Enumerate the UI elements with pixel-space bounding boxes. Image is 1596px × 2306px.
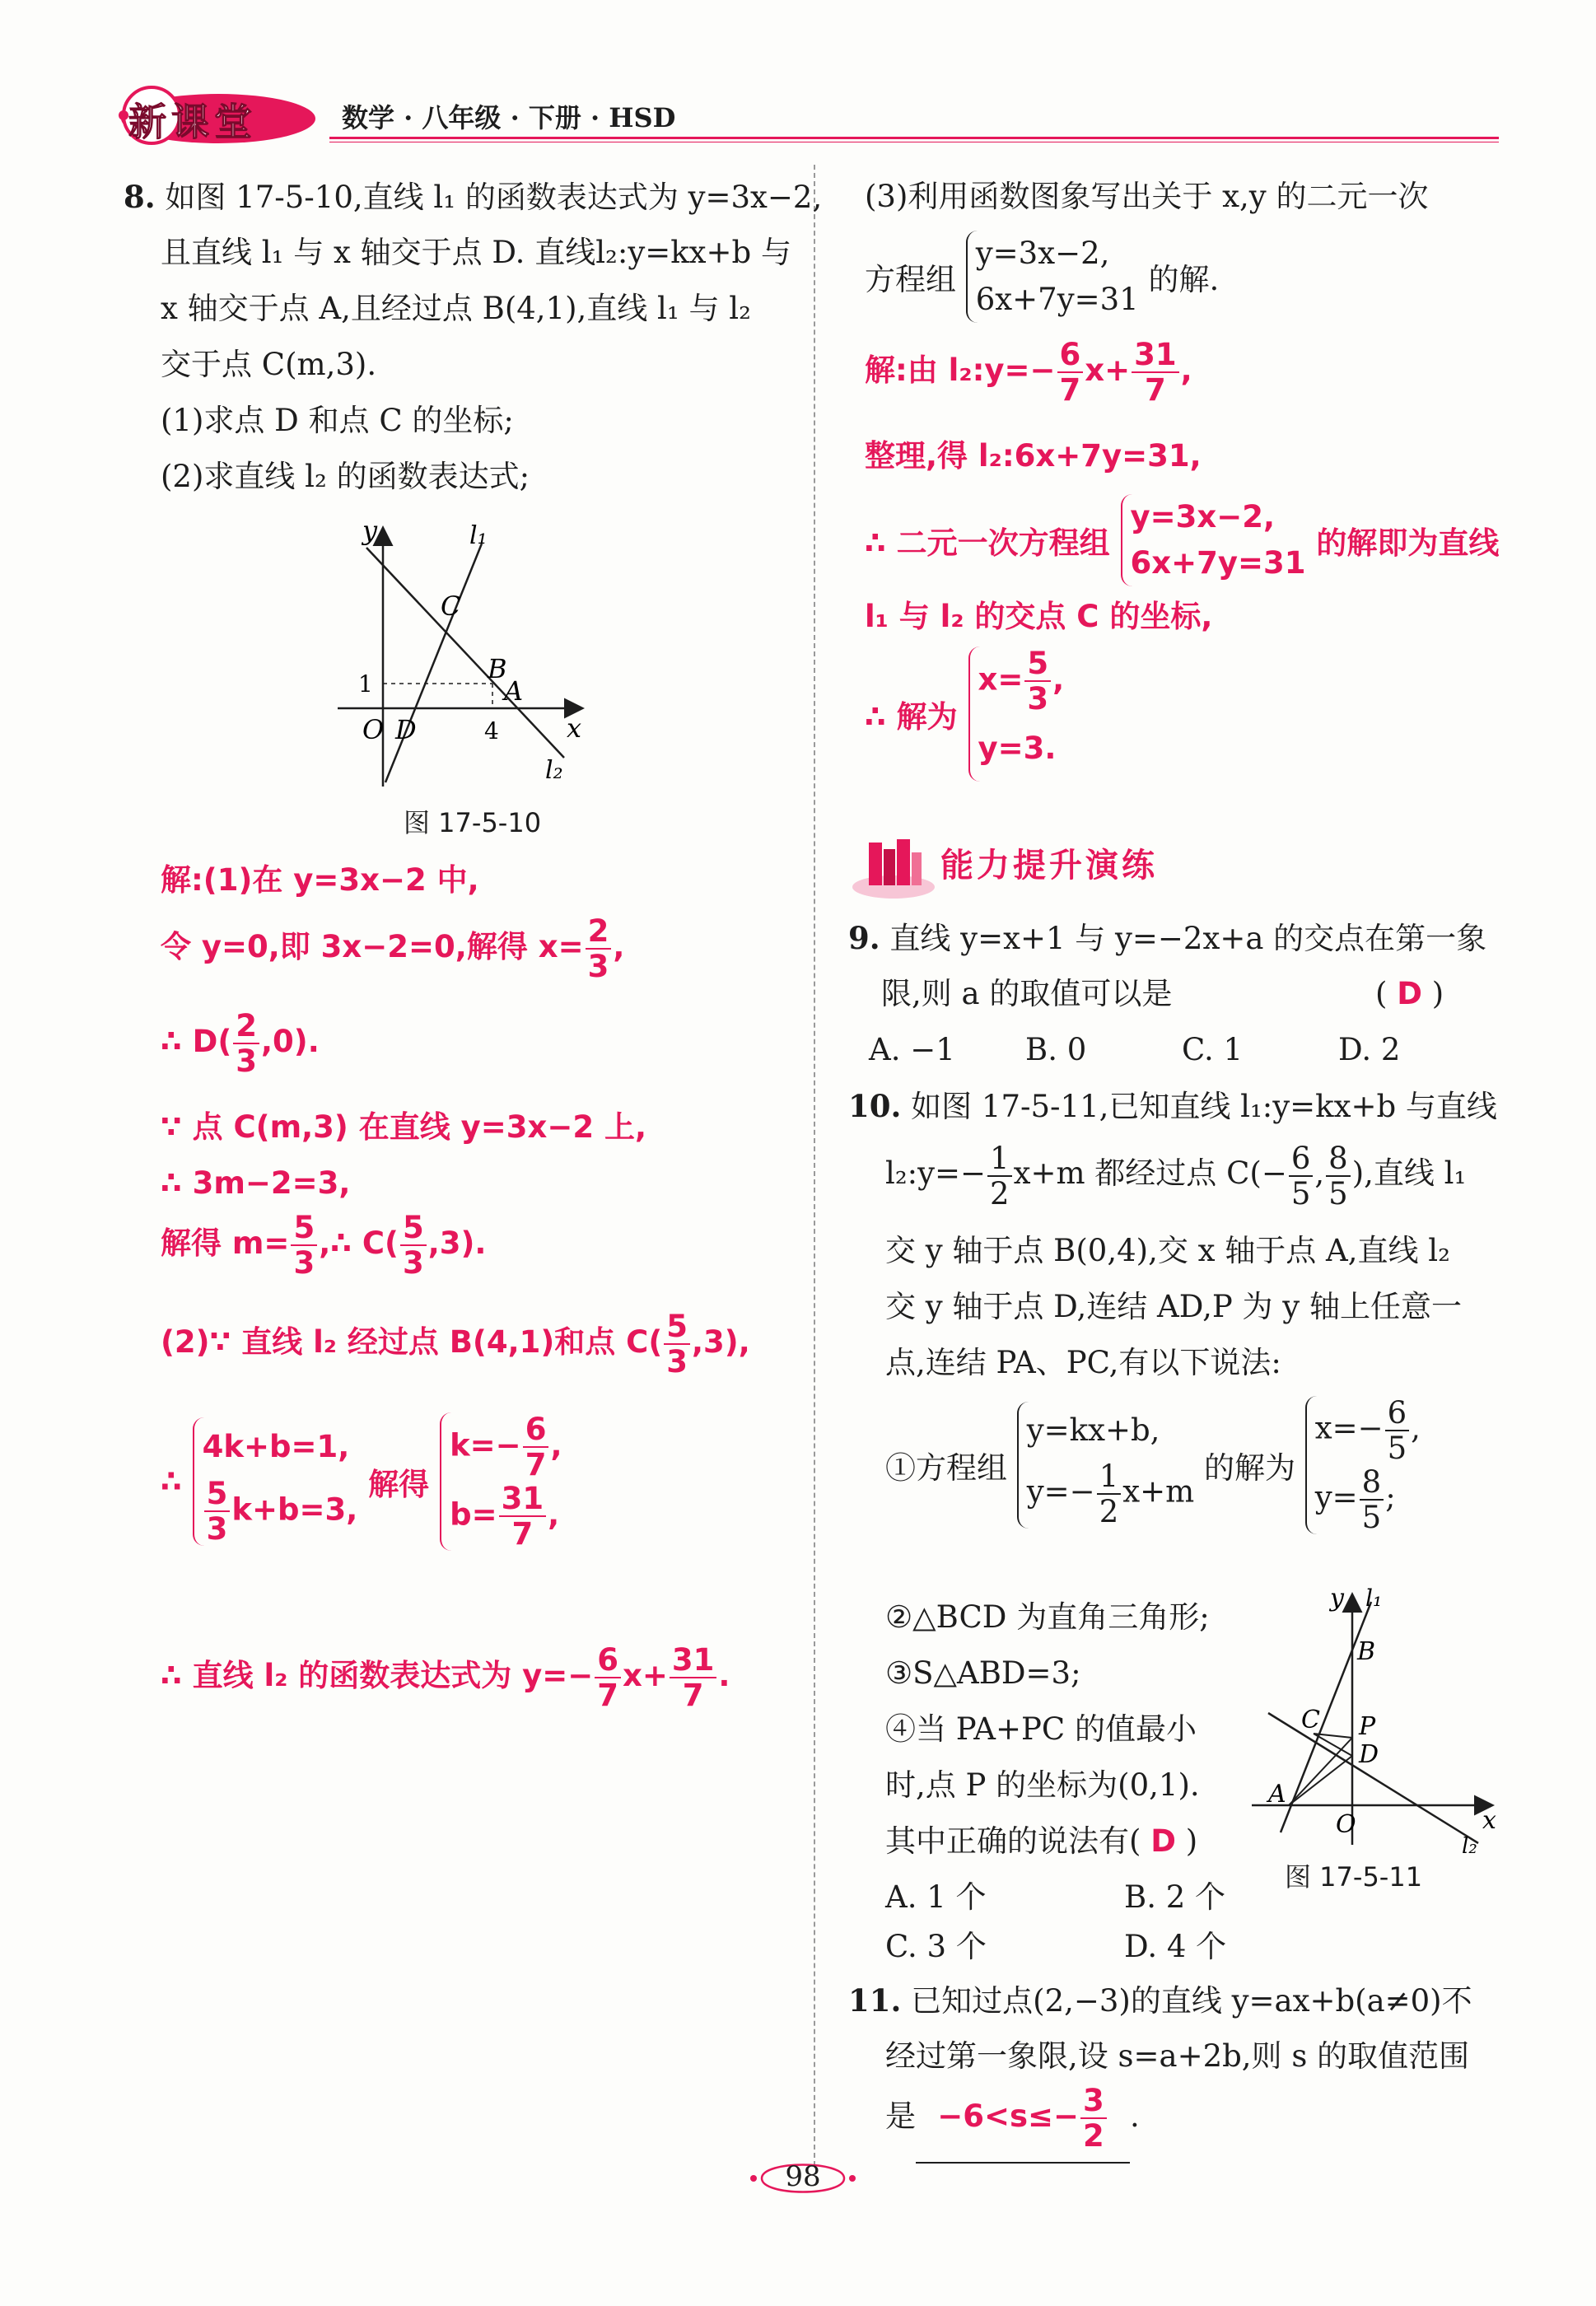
section-badge — [848, 828, 1194, 902]
q9-option-c: C. 1 — [1182, 1032, 1244, 1067]
q11-answer-blank: −6<s≤− $\frac{3}{2}$ — [916, 2071, 1130, 2164]
fig2-caption: 图 17-5-11 — [1285, 1861, 1423, 1893]
fig1-l2-label: l₂ — [545, 756, 563, 785]
q9-option-a: A. −1 — [869, 1032, 955, 1067]
fig1-tick-4: 4 — [484, 717, 499, 745]
q10-line1: 10. 如图 17-5-11,已知直线 l₁:y=kx+b 与直线 — [848, 1088, 1497, 1124]
sol3-line2: 整理,得 l₂:6x+7y=31, — [865, 438, 1202, 474]
fig1-tick-1: 1 — [358, 670, 373, 698]
sol1-line5: ∴ 3m−2=3, — [161, 1165, 351, 1201]
q10-line5: 点,连结 PA、PC,有以下说法: — [885, 1345, 1281, 1380]
q9-option-b: B. 0 — [1025, 1032, 1087, 1067]
q9-option-d: D. 2 — [1338, 1032, 1401, 1067]
fig2-l1-label: l₁ — [1365, 1585, 1383, 1612]
fig1-l1-label: l₁ — [469, 521, 488, 550]
fig2-line-l1 — [1281, 1602, 1371, 1832]
line-l1 — [385, 544, 482, 782]
q10-option-a: A. 1 个 — [885, 1879, 987, 1915]
sol2-system: ∴ 4k+b=1, $\frac{5}{3}$ k+b=3, 解得 k=− $\frac{6}{7}$ , b= $\frac{31}{7}$ , — [161, 1412, 562, 1552]
column-divider — [814, 165, 815, 2166]
fig2-l2-label: l₂ — [1462, 1834, 1477, 1859]
fig2-o-label: O — [1336, 1810, 1356, 1839]
fig2-segment-ap — [1289, 1738, 1352, 1805]
sol3-line1: 解:由 l₂:y=− $\frac{6}{7}$ x+ $\frac{31}{7}$ , — [865, 336, 1192, 408]
fig1-y-label: y — [362, 515, 378, 546]
sol1-line4: ∵ 点 C(m,3) 在直线 y=3x−2 上, — [161, 1109, 647, 1145]
sol1-line1: 解:(1)在 y=3x−2 中, — [161, 862, 479, 898]
q11-line2: 经过第一象限,设 s=a+2b,则 s 的取值范围 — [885, 2038, 1470, 2074]
books-icon — [848, 828, 939, 902]
sol3-line5: ∴ 解为 x= $\frac{5}{3}$ , y=3. — [865, 647, 1064, 782]
fig2-b-label: B — [1357, 1637, 1376, 1666]
fig2-d-label: D — [1359, 1740, 1379, 1769]
q10-statement1: ①方程组 y=kx+b, y=− $\frac{1}{2}$ x+m 的解为 x=− $\frac{6}{5}$ , y= $\frac{8}{5}$ ; — [885, 1395, 1421, 1535]
header-rule — [329, 137, 1499, 139]
q8-line3: x 轴交于点 A,且经过点 B(4,1),直线 l₁ 与 l₂ — [161, 291, 751, 326]
q8-part3-line1: (3)利用函数图象写出关于 x,y 的二元一次 — [865, 179, 1429, 214]
sol1-line6: 解得 m= $\frac{5}{3}$ ,∴ C( $\frac{5}{3}$ ,3). — [161, 1209, 487, 1281]
figure-17-5-10 — [329, 515, 593, 795]
fig2-segment-ad — [1289, 1756, 1352, 1805]
fig2-a-label: A — [1268, 1780, 1286, 1809]
sol1-line2: 令 y=0,即 3x−2=0,解得 x= $\frac{2}{3}$ , — [161, 913, 625, 984]
q10-option-d: D. 4 个 — [1124, 1929, 1227, 1964]
fig2-y-label: y — [1330, 1584, 1344, 1613]
q10-line4: 交 y 轴于点 D,连结 AD,P 为 y 轴上任意一 — [885, 1289, 1462, 1324]
q8-part3-line2: 方程组 y=3x−2, 6x+7y=31 的解. — [865, 231, 1219, 323]
sol1-line3: ∴ D( $\frac{2}{3}$ ,0). — [161, 1007, 320, 1079]
q10-statement4-line1: ④当 PA+PC 的值最小 — [885, 1711, 1197, 1747]
fig1-d-label: D — [395, 714, 417, 745]
q8-part1: (1)求点 D 和点 C 的坐标; — [161, 403, 514, 438]
sol3-line4: l₁ 与 l₂ 的交点 C 的坐标, — [865, 599, 1213, 634]
q10-line3: 交 y 轴于点 B(0,4),交 x 轴于点 A,直线 l₂ — [885, 1233, 1450, 1268]
q8-line1: 8. 如图 17-5-10,直线 l₁ 的函数表达式为 y=3x−2, — [124, 179, 823, 215]
sol3-line3: ∴ 二元一次方程组 y=3x−2, 6x+7y=31 的解即为直线 — [865, 494, 1499, 586]
q10-statement3: ③S△ABD=3; — [885, 1655, 1081, 1691]
q10-option-c: C. 3 个 — [885, 1929, 987, 1964]
fig1-o-label: O — [362, 714, 385, 745]
fig1-x-label: x — [567, 712, 582, 744]
header-title: 数学 · 八年级 · 下册 · HSD — [342, 102, 676, 133]
q10-line2: l₂:y=− $\frac{1}{2}$ x+m 都经过点 C(− $\frac{6}{5}$ , $\frac{8}{5}$ ),直线 l₁ — [885, 1140, 1467, 1211]
fig2-x-label: x — [1482, 1806, 1496, 1835]
fig1-a-label: A — [504, 675, 524, 707]
q8-line2: 且直线 l₁ 与 x 轴交于点 D. 直线l₂:y=kx+b 与 — [161, 235, 791, 270]
q11-line3: 是 −6<s≤− $\frac{3}{2}$ . — [885, 2071, 1140, 2164]
sol2-final: ∴ 直线 l₂ 的函数表达式为 y=− $\frac{6}{7}$ x+ $\frac{31}{7}$ . — [161, 1641, 730, 1713]
q8-line4: 交于点 C(m,3). — [161, 347, 377, 382]
sol2-line1: (2)∵ 直线 l₂ 经过点 B(4,1)和点 C( $\frac{5}{3}$ ,3), — [161, 1308, 750, 1379]
page-number-box — [745, 2154, 861, 2203]
fig1-caption: 图 17-5-10 — [404, 807, 542, 838]
q9-answer: ( D ) — [1375, 976, 1444, 1011]
fig1-c-label: C — [441, 591, 461, 622]
q10-statement2: ②△BCD 为直角三角形; — [885, 1599, 1210, 1635]
fig1-b-label: B — [488, 653, 507, 684]
section-badge-text: 能力提升演练 — [940, 847, 1158, 885]
figure-17-5-11 — [1244, 1581, 1507, 1861]
q10-correct: 其中正确的说法有( D ) — [885, 1823, 1198, 1859]
page-header — [115, 82, 1499, 148]
q9-line1: 9. 直线 y=x+1 与 y=−2x+a 的交点在第一象 — [848, 920, 1487, 956]
q9-line2: 限,则 a 的取值可以是 — [881, 976, 1173, 1011]
logo-text: 新课堂 — [128, 100, 257, 144]
q10-statement4-line2: 时,点 P 的坐标为(0,1). — [885, 1767, 1200, 1803]
q11-line1: 11. 已知过点(2,−3)的直线 y=ax+b(a≠0)不 — [848, 1982, 1472, 2019]
fig2-c-label: C — [1301, 1706, 1320, 1734]
q10-option-b: B. 2 个 — [1124, 1879, 1226, 1915]
q8-part2: (2)求直线 l₂ 的函数表达式; — [161, 459, 530, 494]
page-number: 98 — [785, 2160, 821, 2193]
fig2-p-label: P — [1359, 1712, 1376, 1741]
